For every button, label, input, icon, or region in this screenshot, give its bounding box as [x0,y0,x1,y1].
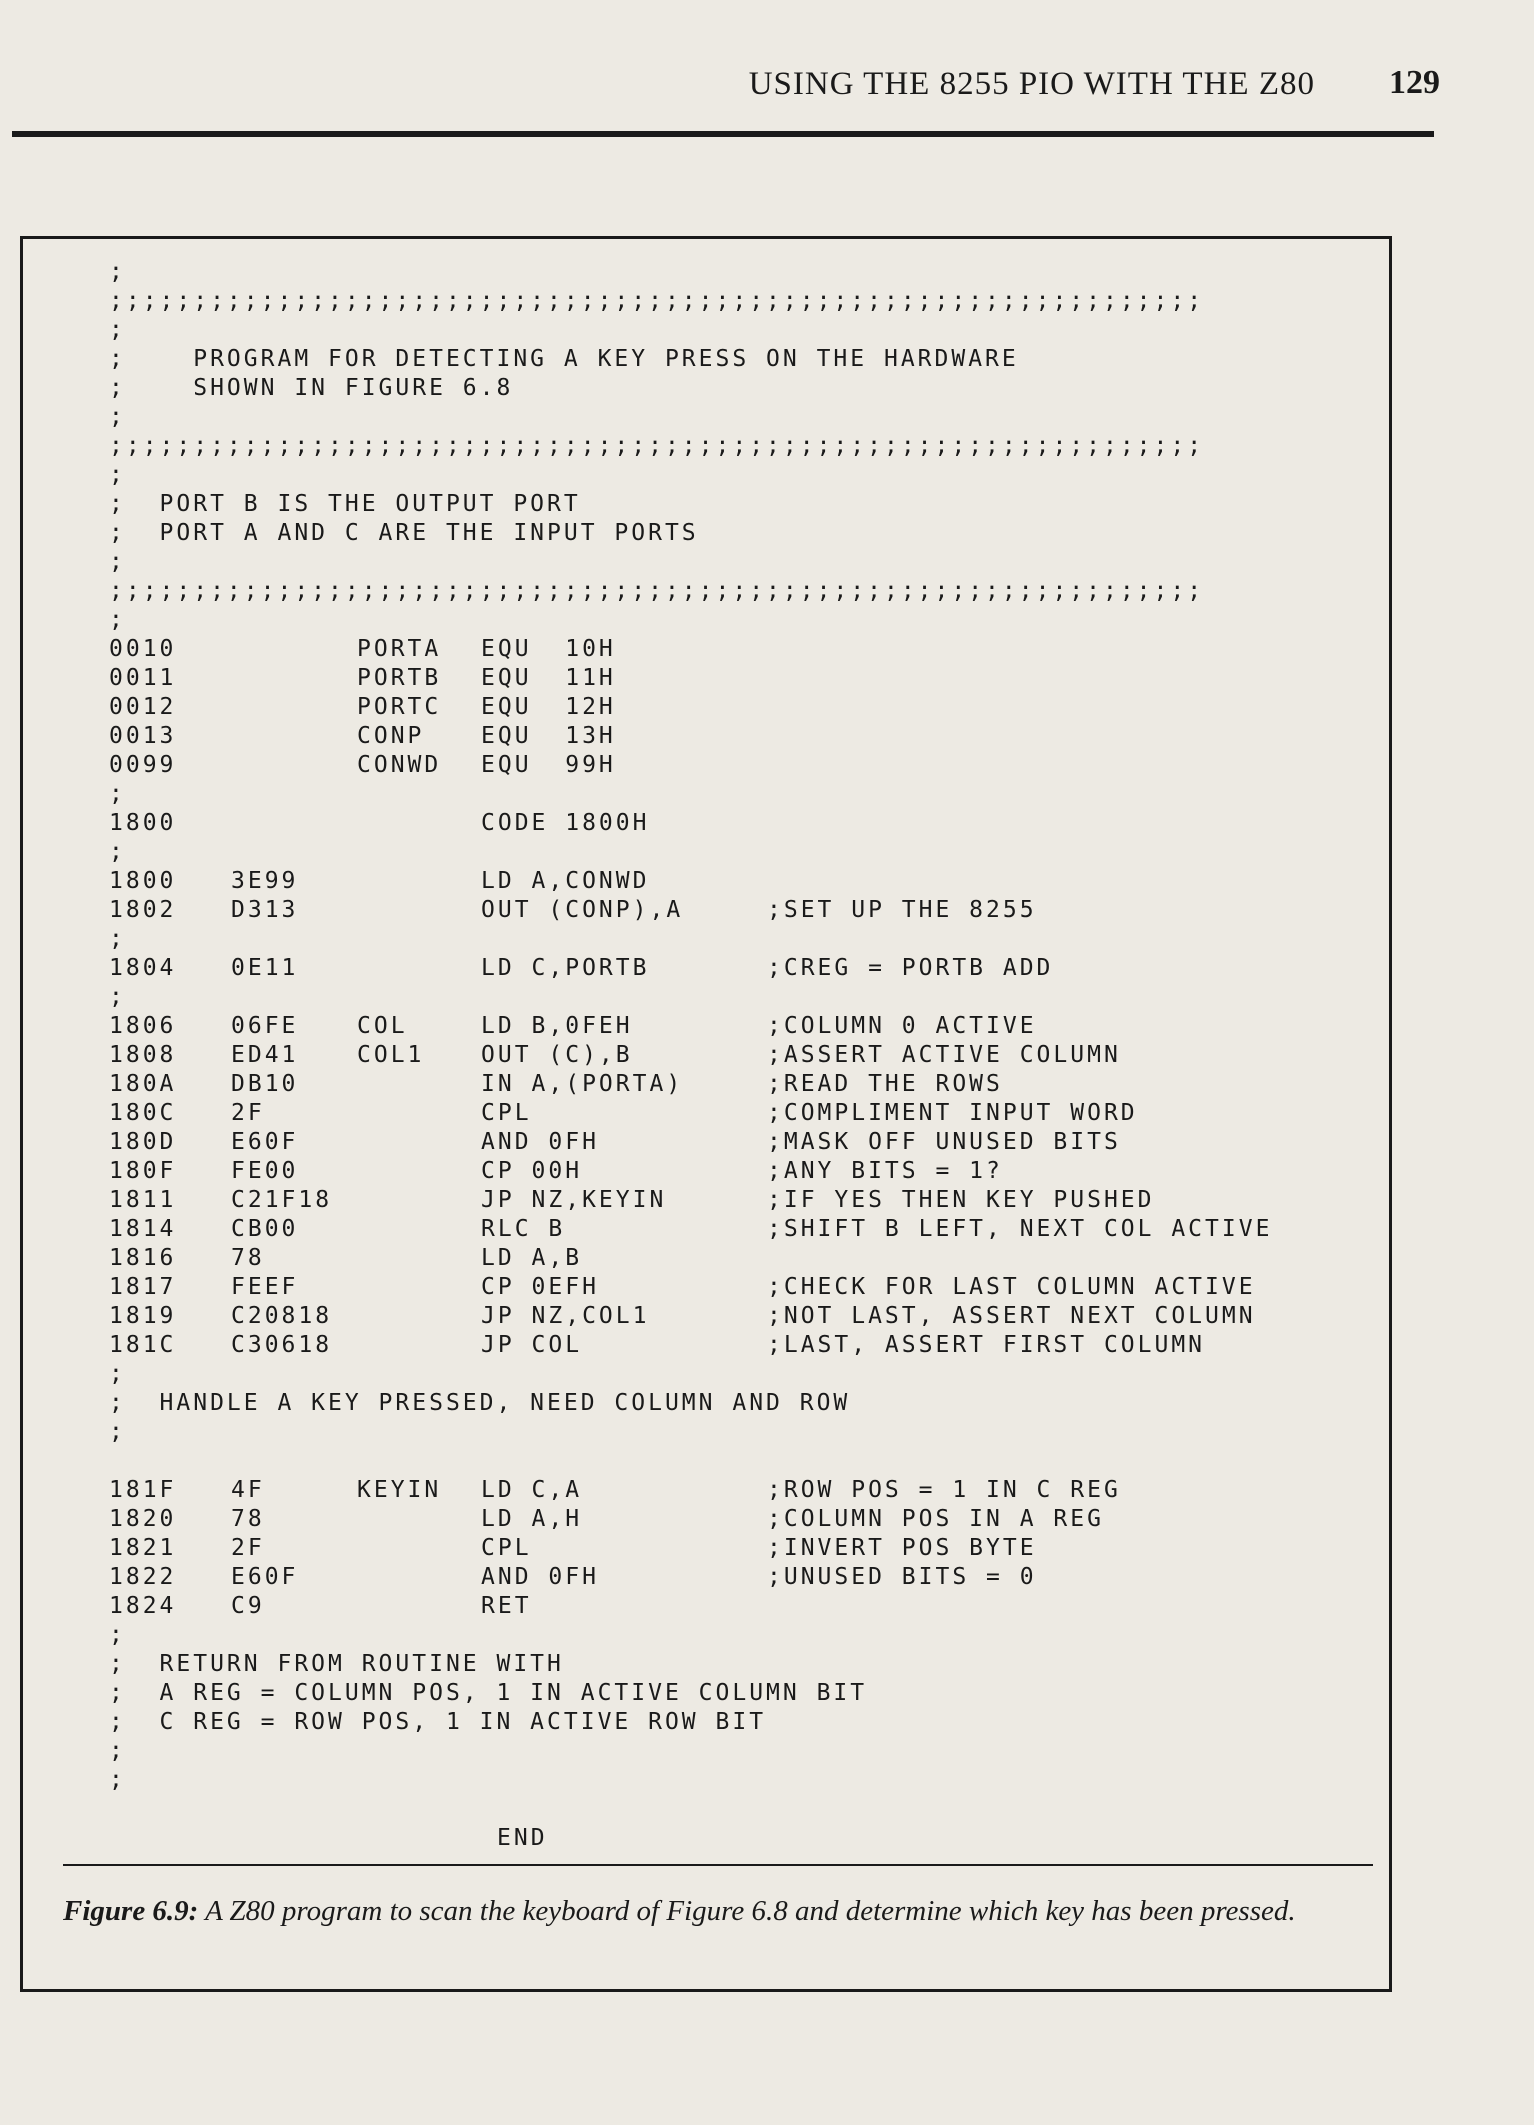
instruction: LD A,B [481,1245,583,1271]
address: 1822 [109,1564,177,1590]
page-header [0,56,1440,104]
machine-code: 3E99 [231,868,299,894]
instruction: LD C,A [481,1477,583,1503]
comment-text: ; [109,1622,126,1648]
comment: ;ROW POS = 1 IN C REG [767,1477,1121,1503]
address: 1817 [109,1274,177,1300]
instruction: RET [481,1593,532,1619]
comment-text: ; [109,317,126,343]
comment: ;COLUMN 0 ACTIVE [767,1013,1037,1039]
comment-text: ; [109,1738,126,1764]
instruction: LD A,H [481,1506,583,1532]
address: 180C [109,1100,177,1126]
address: 1824 [109,1593,177,1619]
label: CONWD [357,752,442,778]
machine-code: 0E11 [231,955,299,981]
instruction: EQU 12H [481,694,616,720]
comment-text: ; [109,404,126,430]
comment: ;ANY BITS = 1? [767,1158,1003,1184]
address: 1820 [109,1506,177,1532]
machine-code: 78 [231,1245,265,1271]
machine-code: 78 [231,1506,265,1532]
instruction: CODE 1800H [481,810,650,836]
address: 0010 [109,636,177,662]
instruction: JP NZ,COL1 [481,1303,650,1329]
machine-code: C9 [231,1593,265,1619]
address: 181C [109,1332,177,1358]
machine-code: E60F [231,1564,299,1590]
comment: ;SHIFT B LEFT, NEXT COL ACTIVE [767,1216,1273,1242]
machine-code: C20818 [231,1303,333,1329]
instruction: CPL [481,1535,532,1561]
instruction: OUT (CONP),A [481,897,684,923]
comment-text: ; RETURN FROM ROUTINE WITH [109,1651,564,1677]
address: 1802 [109,897,177,923]
instruction: EQU 99H [481,752,616,778]
machine-code: D313 [231,897,299,923]
comment-text: ; [109,607,126,633]
comment: ;CREG = PORTB ADD [767,955,1054,981]
comment: ;MASK OFF UNUSED BITS [767,1129,1121,1155]
instruction: OUT (C),B [481,1042,633,1068]
figure-box [20,236,1392,1992]
address: 1814 [109,1216,177,1242]
label: COL [357,1013,408,1039]
machine-code: FEEF [231,1274,299,1300]
comment: ;UNUSED BITS = 0 [767,1564,1037,1590]
instruction: EQU 11H [481,665,616,691]
address: 1808 [109,1042,177,1068]
instruction: END [497,1825,548,1851]
label: KEYIN [357,1477,442,1503]
header-rule [12,131,1434,137]
instruction: LD A,CONWD [481,868,650,894]
comment: ;CHECK FOR LAST COLUMN ACTIVE [767,1274,1256,1300]
machine-code: E60F [231,1129,299,1155]
address: 1804 [109,955,177,981]
label: PORTA [357,636,442,662]
comment: ;READ THE ROWS [767,1071,1003,1097]
comment-text: ;;;;;;;;;;;;;;;;;;;;;;;;;;;;;;;;;;;;;;;;;;;;;;;;;;;;;;;;;;;;;;;;; [109,288,1205,314]
caption-label: Figure 6.9: [63,1895,199,1927]
instruction: JP COL [481,1332,583,1358]
comment: ;COMPLIMENT INPUT WORD [767,1100,1138,1126]
machine-code: 06FE [231,1013,299,1039]
instruction: CP 00H [481,1158,583,1184]
address: 1811 [109,1187,177,1213]
address: 0011 [109,665,177,691]
comment-text: ; [109,781,126,807]
instruction: CPL [481,1100,532,1126]
comment-text: ;;;;;;;;;;;;;;;;;;;;;;;;;;;;;;;;;;;;;;;;;;;;;;;;;;;;;;;;;;;;;;;;; [109,433,1205,459]
comment-text: ; [109,259,126,285]
instruction: LD B,0FEH [481,1013,633,1039]
machine-code: 4F [231,1477,265,1503]
label: CONP [357,723,425,749]
address: 1806 [109,1013,177,1039]
address: 180A [109,1071,177,1097]
comment-text: ; SHOWN IN FIGURE 6.8 [109,375,514,401]
address: 181F [109,1477,177,1503]
instruction: EQU 10H [481,636,616,662]
comment-text: ; [109,984,126,1010]
page-number: 129 [1389,64,1440,101]
comment-text: ; HANDLE A KEY PRESSED, NEED COLUMN AND ROW [109,1390,851,1416]
address: 0013 [109,723,177,749]
label: PORTC [357,694,442,720]
comment: ;NOT LAST, ASSERT NEXT COLUMN [767,1303,1256,1329]
instruction: JP NZ,KEYIN [481,1187,667,1213]
running-title: USING THE 8255 PIO WITH THE Z80 [748,66,1315,102]
caption-text: A Z80 program to scan the keyboard of Figure 6.8 and determine which key has been pressed. [205,1895,1296,1927]
comment: ;SET UP THE 8255 [767,897,1037,923]
address: 1819 [109,1303,177,1329]
machine-code: FE00 [231,1158,299,1184]
comment-text: ; PROGRAM FOR DETECTING A KEY PRESS ON THE HARDWARE [109,346,1019,372]
comment-text: ; [109,926,126,952]
machine-code: CB00 [231,1216,299,1242]
comment: ;IF YES THEN KEY PUSHED [767,1187,1155,1213]
address: 1821 [109,1535,177,1561]
address: 1800 [109,810,177,836]
instruction: LD C,PORTB [481,955,650,981]
comment-text: ; C REG = ROW POS, 1 IN ACTIVE ROW BIT [109,1709,767,1735]
comment: ;ASSERT ACTIVE COLUMN [767,1042,1121,1068]
comment: ;LAST, ASSERT FIRST COLUMN [767,1332,1206,1358]
instruction: IN A,(PORTA) [481,1071,684,1097]
machine-code: 2F [231,1535,265,1561]
comment-text: ;;;;;;;;;;;;;;;;;;;;;;;;;;;;;;;;;;;;;;;;;;;;;;;;;;;;;;;;;;;;;;;;; [109,578,1205,604]
comment-text: ; A REG = COLUMN POS, 1 IN ACTIVE COLUMN BIT [109,1680,868,1706]
comment-text: ; [109,462,126,488]
comment-text: ; PORT B IS THE OUTPUT PORT [109,491,581,517]
machine-code: C21F18 [231,1187,333,1213]
instruction: EQU 13H [481,723,616,749]
instruction: AND 0FH [481,1564,599,1590]
machine-code: ED41 [231,1042,299,1068]
address: 0099 [109,752,177,778]
figure-caption [63,1891,1373,1931]
instruction: CP 0EFH [481,1274,599,1300]
label: PORTB [357,665,442,691]
comment: ;INVERT POS BYTE [767,1535,1037,1561]
instruction: RLC B [481,1216,566,1242]
address: 0012 [109,694,177,720]
comment-text: ; [109,1767,126,1793]
address: 1800 [109,868,177,894]
instruction: AND 0FH [481,1129,599,1155]
address: 180F [109,1158,177,1184]
machine-code: 2F [231,1100,265,1126]
address: 180D [109,1129,177,1155]
comment-text: ; [109,549,126,575]
comment-text: ; [109,1419,126,1445]
comment-text: ; PORT A AND C ARE THE INPUT PORTS [109,520,699,546]
label: COL1 [357,1042,425,1068]
comment: ;COLUMN POS IN A REG [767,1506,1104,1532]
machine-code: DB10 [231,1071,299,1097]
machine-code: C30618 [231,1332,333,1358]
comment-text: ; [109,839,126,865]
comment-text: ; [109,1361,126,1387]
caption-rule [63,1864,1373,1866]
address: 1816 [109,1245,177,1271]
